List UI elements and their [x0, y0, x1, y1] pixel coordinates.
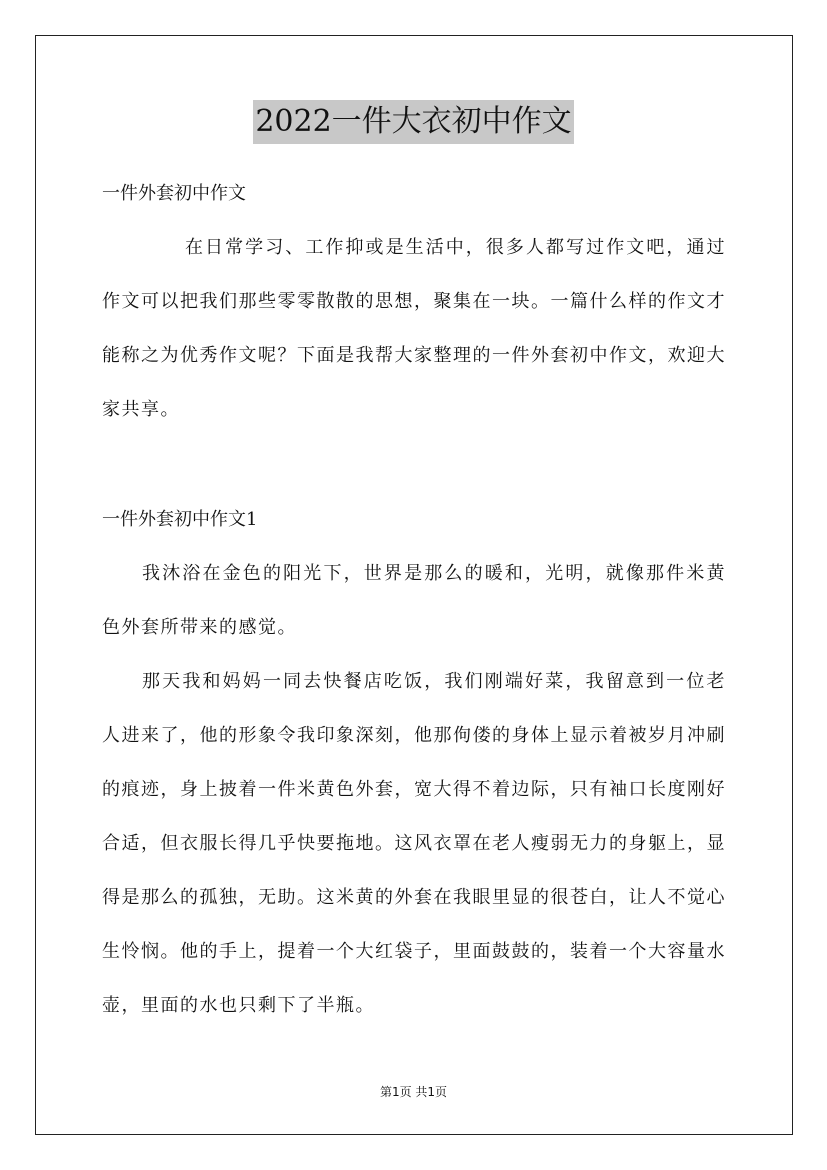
section-heading: 一件外套初中作文1 — [102, 509, 258, 530]
page-footer: 第1页 共1页 — [379, 1085, 448, 1099]
body-paragraph-1: 我沐浴在金色的阳光下，世界是那么的暖和，光明，就像那件米黄色外套所带来的感觉。 — [102, 563, 726, 638]
intro-heading: 一件外套初中作文 — [102, 183, 246, 204]
intro-paragraph: 在日常学习、工作抑或是生活中，很多人都写过作文吧，通过作文可以把我们那些零零散散的思想，聚集在一块。一篇什么样的作文才能称之为优秀作文呢？下面是我帮大家整理的一件外套初中作文，欢迎大家共享。 — [102, 237, 726, 420]
document-title: 2022一件大衣初中作文 — [253, 100, 573, 144]
body-paragraph-2: 那天我和妈妈一同去快餐店吃饭，我们刚端好菜，我留意到一位老人进来了，他的形象令我印象深刻，他那佝偻的身体上显示着被岁月冲刷的痕迹，身上披着一件米黄色外套，宽大得不着边际，只有袖口长度刚好合适，但衣服长得几乎快要拖地。这风衣罩在老人瘦弱无力的身躯上，显得是那么的孤独，无助。这米黄的外套在我眼里显的很苍白，让人不觉心生怜悯。他的手上，提着一个大红袋子，里面鼓鼓的，装着一个大容量水壶，里面的水也只剩下了半瓶。 — [102, 671, 726, 1016]
title-container — [0, 100, 827, 144]
